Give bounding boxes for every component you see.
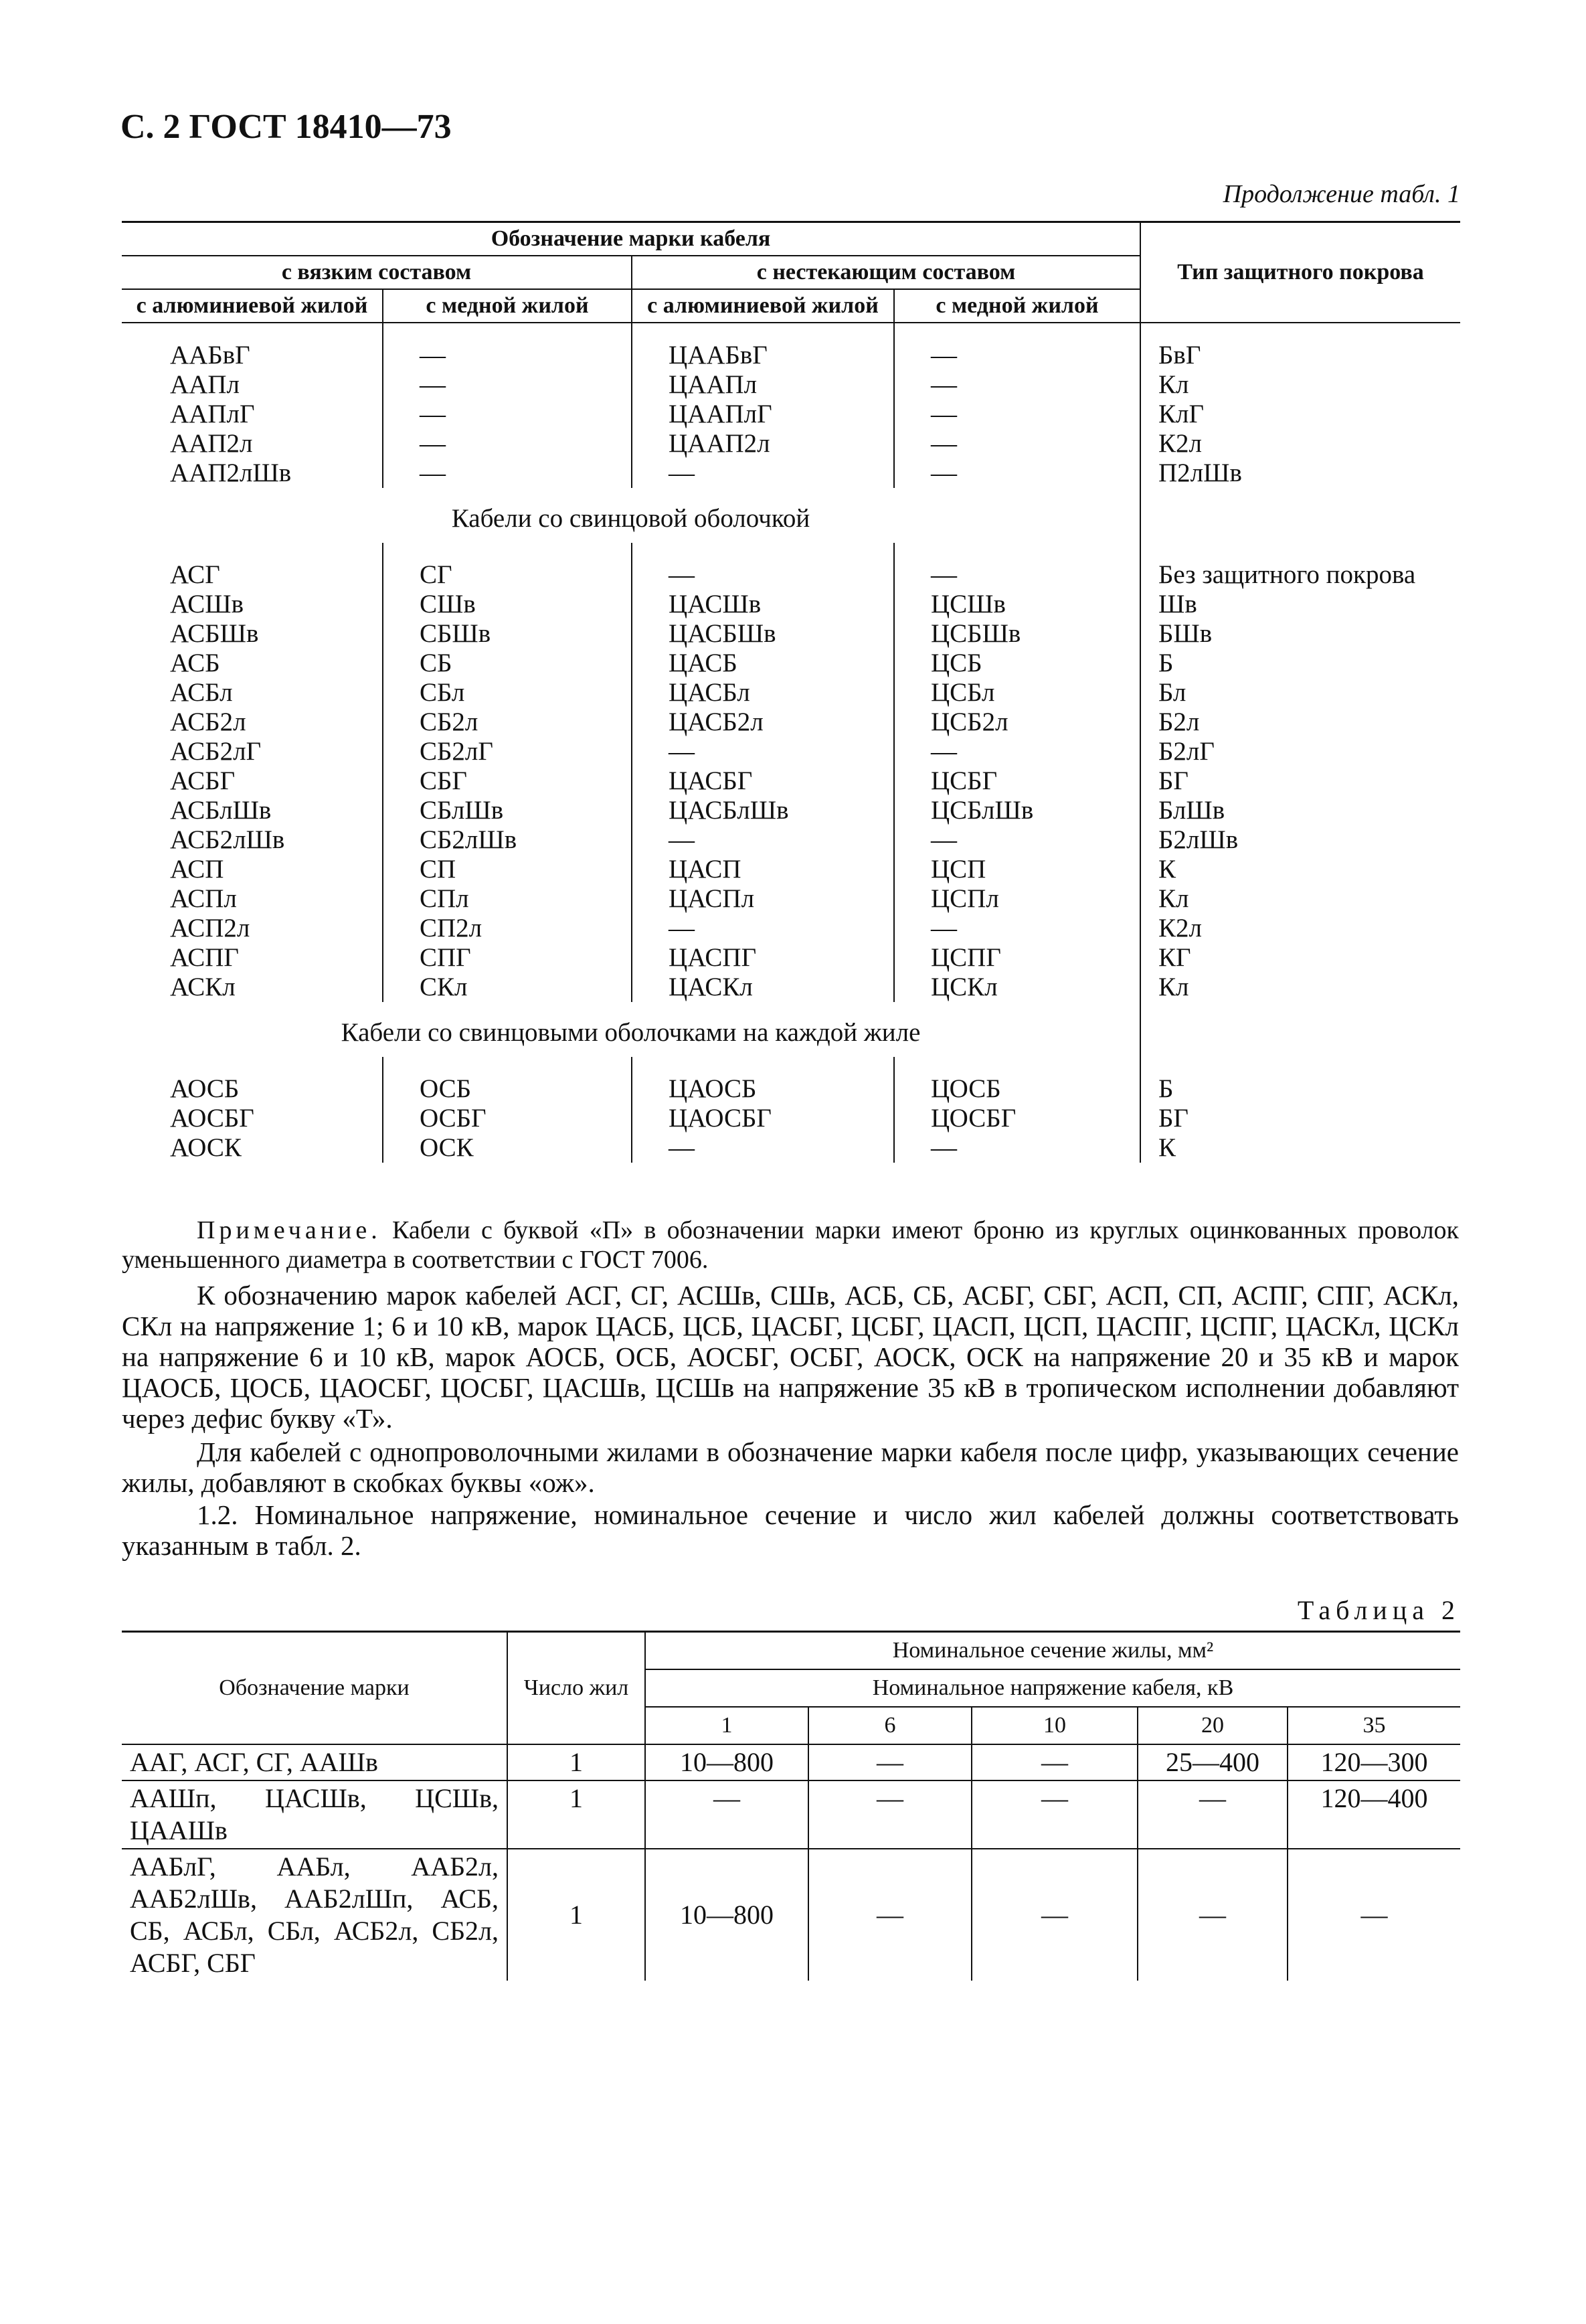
cell-protective-cover: Б2лГ bbox=[1158, 737, 1215, 766]
table-note bbox=[122, 1216, 1459, 1274]
cell-viscous-copper: СБл bbox=[383, 678, 632, 708]
cell-viscous-aluminum: ААП2лШв bbox=[122, 459, 383, 488]
cell-viscous-aluminum: АСПл bbox=[122, 884, 383, 914]
cell-nondraining-aluminum: — bbox=[632, 737, 894, 766]
cell-nondraining-aluminum: — bbox=[632, 459, 894, 488]
cell-nondraining-aluminum: — bbox=[632, 825, 894, 855]
cell-nondraining-aluminum: — bbox=[632, 543, 894, 590]
cell-viscous-aluminum: АСКл bbox=[122, 973, 383, 1002]
cell-section-voltage-1: 10—800 bbox=[645, 1744, 808, 1780]
cell-protective-cover: БГ bbox=[1158, 766, 1188, 795]
table-row bbox=[122, 429, 1460, 459]
table-row bbox=[122, 914, 1460, 943]
cell-viscous-copper: — bbox=[383, 429, 632, 459]
cell-nondraining-copper: ЦСБ2л bbox=[894, 708, 1140, 737]
table-row bbox=[122, 649, 1460, 678]
cell-nondraining-aluminum: ЦАОСБГ bbox=[632, 1104, 894, 1133]
cell-viscous-aluminum: АСБ2лГ bbox=[122, 737, 383, 766]
cell-nondraining-copper: — bbox=[894, 914, 1140, 943]
cell-viscous-copper: ОСК bbox=[383, 1133, 632, 1163]
table-row bbox=[122, 1744, 1460, 1780]
section-title: Кабели со свинцовыми оболочками на каждой жиле bbox=[122, 1002, 1140, 1057]
header-copper-core: с медной жилой bbox=[894, 289, 1140, 323]
cell-section-voltage-20: 25—400 bbox=[1138, 1744, 1288, 1780]
cell-viscous-aluminum: ААБвГ bbox=[122, 323, 383, 370]
table-continuation-label: Продолжение табл. 1 bbox=[1223, 180, 1460, 208]
cell-protective-cover: К2л bbox=[1158, 429, 1202, 458]
table-row bbox=[122, 766, 1460, 796]
cell-nondraining-copper: ЦСКл bbox=[894, 973, 1140, 1002]
cell-section-voltage-20: — bbox=[1138, 1849, 1288, 1981]
cell-section-voltage-10: — bbox=[972, 1744, 1138, 1780]
header-copper-core: с медной жилой bbox=[383, 289, 632, 323]
cell-nondraining-copper: — bbox=[894, 1133, 1140, 1163]
cell-viscous-copper: ОСБГ bbox=[383, 1104, 632, 1133]
cell-nondraining-aluminum: ЦАСКл bbox=[632, 973, 894, 1002]
cell-protective-cover: БГ bbox=[1158, 1104, 1188, 1133]
cell-viscous-aluminum: АСГ bbox=[122, 543, 383, 590]
cell-viscous-aluminum: АОСК bbox=[122, 1133, 383, 1163]
cell-viscous-copper: СБ2лГ bbox=[383, 737, 632, 766]
cell-section-voltage-35: 120—400 bbox=[1288, 1780, 1460, 1849]
cell-protective-cover: БлШв bbox=[1158, 796, 1225, 825]
cell-protective-cover: К2л bbox=[1158, 914, 1202, 942]
cell-protective-cover: К bbox=[1158, 1133, 1176, 1162]
table-row bbox=[122, 943, 1460, 973]
cell-protective-cover: Б bbox=[1158, 649, 1174, 677]
cell-protective-cover: П2лШв bbox=[1158, 459, 1242, 487]
cell-nondraining-aluminum: ЦАСБГ bbox=[632, 766, 894, 796]
table-row bbox=[122, 825, 1460, 855]
cell-viscous-aluminum: АСШв bbox=[122, 590, 383, 619]
cell-viscous-aluminum: АСБ bbox=[122, 649, 383, 678]
cell-designation: ААГ, АСГ, СГ, ААШв bbox=[122, 1744, 507, 1780]
cell-nondraining-copper: ЦСБ bbox=[894, 649, 1140, 678]
cell-viscous-copper: СБГ bbox=[383, 766, 632, 796]
cell-protective-cover: Б2л bbox=[1158, 708, 1200, 736]
cell-viscous-copper: СБШв bbox=[383, 619, 632, 649]
table-row bbox=[122, 619, 1460, 649]
cell-nondraining-aluminum: ЦАСПГ bbox=[632, 943, 894, 973]
cell-protective-cover: Б bbox=[1158, 1074, 1174, 1103]
cell-section-voltage-35: — bbox=[1288, 1849, 1460, 1981]
cell-nondraining-aluminum: ЦАСБ2л bbox=[632, 708, 894, 737]
cell-viscous-aluminum: АСБГ bbox=[122, 766, 383, 796]
cell-nondraining-aluminum: ЦАСШв bbox=[632, 590, 894, 619]
cell-viscous-aluminum: АСБ2л bbox=[122, 708, 383, 737]
cell-protective-cover: Без защитного покрова bbox=[1158, 560, 1416, 589]
header-voltage-6: 6 bbox=[808, 1707, 972, 1744]
cell-protective-cover: КГ bbox=[1158, 943, 1191, 972]
table-row bbox=[122, 1057, 1460, 1104]
cell-viscous-aluminum: АСП2л bbox=[122, 914, 383, 943]
nominal-parameters-table bbox=[122, 1631, 1460, 1981]
table-row bbox=[122, 400, 1460, 429]
cell-nondraining-aluminum: — bbox=[632, 1133, 894, 1163]
cell-protective-cover: Бл bbox=[1158, 678, 1186, 707]
header-voltage-20: 20 bbox=[1138, 1707, 1288, 1744]
cable-brand-table bbox=[122, 221, 1460, 1163]
cell-nondraining-copper: ЦСПл bbox=[894, 884, 1140, 914]
cell-viscous-copper: СБ2л bbox=[383, 708, 632, 737]
cell-section-voltage-20: — bbox=[1138, 1780, 1288, 1849]
table-row bbox=[122, 708, 1460, 737]
table-row bbox=[122, 1104, 1460, 1133]
header-voltage-1: 1 bbox=[645, 1707, 808, 1744]
paragraph-tropical-designation: К обозначению марок кабелей АСГ, СГ, АСШв, СШв, АСБ, СБ, АСБГ, СБГ, АСП, СП, АСПГ, СПГ, АСКл, СКл на напряжение 1; 6 и 10 кВ, марок ЦАСБ, ЦСБ, ЦАСБГ, ЦСБГ, ЦАСП, ЦСП, ЦАСПГ, ЦСПГ, ЦАСКл, ЦСКл на напряжение 6 и 10 кВ, марок АОСБ, ОСБ, АОСБГ, ОСБГ, АОСК, ОСК на напряжение 20 и 35 кВ и марок ЦАОСБ, ЦОСБ, ЦАОСБГ, ЦОСБГ, ЦАСШв, ЦСШв на напряжение 35 кВ в тропическом исполнении добавляют через дефис букву «Т». bbox=[122, 1280, 1459, 1434]
cell-nondraining-aluminum: ЦААПлГ bbox=[632, 400, 894, 429]
cell-viscous-copper: — bbox=[383, 459, 632, 488]
cell-viscous-aluminum: АСБ2лШв bbox=[122, 825, 383, 855]
cell-nondraining-copper: ЦСШв bbox=[894, 590, 1140, 619]
cell-nondraining-copper: ЦОСБГ bbox=[894, 1104, 1140, 1133]
cell-nondraining-aluminum: ЦАСПл bbox=[632, 884, 894, 914]
section-spacer bbox=[1140, 1002, 1460, 1057]
cell-core-count: 1 bbox=[507, 1744, 645, 1780]
note-label: Примечание. bbox=[197, 1216, 381, 1244]
cell-section-voltage-6: — bbox=[808, 1744, 972, 1780]
cell-nondraining-copper: ЦСБлШв bbox=[894, 796, 1140, 825]
cell-viscous-copper: СБлШв bbox=[383, 796, 632, 825]
table-row bbox=[122, 543, 1460, 590]
cell-viscous-aluminum: АОСБГ bbox=[122, 1104, 383, 1133]
table-row bbox=[122, 884, 1460, 914]
header-nominal-section: Номинальное сечение жилы, мм² bbox=[645, 1632, 1460, 1670]
cell-protective-cover: Кл bbox=[1158, 884, 1189, 913]
cell-protective-cover: Кл bbox=[1158, 973, 1189, 1001]
cell-nondraining-aluminum: ЦАСБШв bbox=[632, 619, 894, 649]
cell-nondraining-aluminum: ЦАОСБ bbox=[632, 1057, 894, 1104]
cell-viscous-copper: — bbox=[383, 400, 632, 429]
header-nominal-voltage: Номинальное напряжение кабеля, кВ bbox=[645, 1669, 1460, 1707]
table-row bbox=[122, 678, 1460, 708]
cell-nondraining-aluminum: ЦААПл bbox=[632, 370, 894, 400]
cell-protective-cover: БвГ bbox=[1158, 341, 1201, 369]
cell-nondraining-aluminum: ЦАСП bbox=[632, 855, 894, 884]
header-protective-cover: Тип защитного покрова bbox=[1140, 222, 1460, 323]
cell-viscous-copper: СПл bbox=[383, 884, 632, 914]
section-title: Кабели со свинцовой оболочкой bbox=[122, 488, 1140, 543]
cell-viscous-copper: СШв bbox=[383, 590, 632, 619]
cell-core-count: 1 bbox=[507, 1849, 645, 1981]
section-row bbox=[122, 1002, 1460, 1057]
table-row bbox=[122, 370, 1460, 400]
cell-viscous-aluminum: АСПГ bbox=[122, 943, 383, 973]
cell-nondraining-copper: — bbox=[894, 543, 1140, 590]
header-viscous-compound: с вязким составом bbox=[122, 256, 632, 289]
cell-nondraining-aluminum: ЦААБвГ bbox=[632, 323, 894, 370]
paragraph-section-1-2: 1.2. Номинальное напряжение, номинальное сечение и число жил кабелей должны соответствовать указанным в табл. 2. bbox=[122, 1499, 1459, 1561]
cell-section-voltage-1: 10—800 bbox=[645, 1849, 808, 1981]
cell-nondraining-aluminum: ЦААП2л bbox=[632, 429, 894, 459]
cell-protective-cover: К bbox=[1158, 855, 1176, 884]
cell-viscous-aluminum: АОСБ bbox=[122, 1057, 383, 1104]
cell-viscous-copper: СБ2лШв bbox=[383, 825, 632, 855]
cell-protective-cover: БШв bbox=[1158, 619, 1213, 648]
cell-nondraining-copper: ЦСБл bbox=[894, 678, 1140, 708]
cell-protective-cover: Кл bbox=[1158, 370, 1189, 399]
cell-nondraining-copper: — bbox=[894, 737, 1140, 766]
page-header: С. 2 ГОСТ 18410—73 bbox=[120, 108, 452, 146]
cell-core-count: 1 bbox=[507, 1780, 645, 1849]
cell-viscous-aluminum: АСБлШв bbox=[122, 796, 383, 825]
cell-viscous-copper: СКл bbox=[383, 973, 632, 1002]
cell-viscous-copper: СБ bbox=[383, 649, 632, 678]
cell-viscous-aluminum: ААП2л bbox=[122, 429, 383, 459]
cell-viscous-aluminum: ААПлГ bbox=[122, 400, 383, 429]
table-row bbox=[122, 1849, 1460, 1981]
cell-nondraining-copper: — bbox=[894, 459, 1140, 488]
cell-viscous-aluminum: АСБл bbox=[122, 678, 383, 708]
table-row bbox=[122, 459, 1460, 488]
paragraph-single-wire-cores: Для кабелей с однопроволочными жилами в обозначение марки кабеля после цифр, указывающих сечение жилы, добавляют в скобках буквы «ож». bbox=[122, 1436, 1459, 1498]
header-brand-designation: Обозначение марки кабеля bbox=[122, 222, 1140, 256]
cell-viscous-aluminum: ААПл bbox=[122, 370, 383, 400]
cell-viscous-copper: — bbox=[383, 323, 632, 370]
cell-nondraining-copper: ЦСБГ bbox=[894, 766, 1140, 796]
cell-section-voltage-35: 120—300 bbox=[1288, 1744, 1460, 1780]
cell-nondraining-copper: ЦСПГ bbox=[894, 943, 1140, 973]
cell-viscous-copper: ОСБ bbox=[383, 1057, 632, 1104]
cell-nondraining-copper: — bbox=[894, 370, 1140, 400]
cell-section-voltage-6: — bbox=[808, 1849, 972, 1981]
cell-nondraining-copper: — bbox=[894, 323, 1140, 370]
table-row bbox=[122, 855, 1460, 884]
cell-protective-cover: Б2лШв bbox=[1158, 825, 1239, 854]
cell-nondraining-aluminum: — bbox=[632, 914, 894, 943]
note-text: Кабели с буквой «П» в обозначении марки имеют броню из круглых оцинкованных проволок уменьшенного диаметра в соответствии с ГОСТ 7006. bbox=[122, 1216, 1459, 1274]
header-designation: Обозначение марки bbox=[122, 1632, 507, 1745]
header-aluminum-core: с алюминиевой жилой bbox=[122, 289, 383, 323]
cell-protective-cover: КлГ bbox=[1158, 400, 1205, 428]
cell-viscous-copper: — bbox=[383, 370, 632, 400]
section-row bbox=[122, 488, 1460, 543]
table-row bbox=[122, 1133, 1460, 1163]
header-non-draining-compound: с нестекающим составом bbox=[632, 256, 1140, 289]
cell-nondraining-copper: ЦСБШв bbox=[894, 619, 1140, 649]
table-row bbox=[122, 1780, 1460, 1849]
cell-designation: ААШп, ЦАСШв, ЦСШв, ЦААШв bbox=[122, 1780, 507, 1849]
cell-nondraining-aluminum: ЦАСБл bbox=[632, 678, 894, 708]
cell-viscous-copper: СП bbox=[383, 855, 632, 884]
table-row bbox=[122, 323, 1460, 370]
cell-section-voltage-6: — bbox=[808, 1780, 972, 1849]
table-row bbox=[122, 796, 1460, 825]
cell-nondraining-copper: — bbox=[894, 429, 1140, 459]
cell-viscous-aluminum: АСБШв bbox=[122, 619, 383, 649]
table-row bbox=[122, 590, 1460, 619]
cell-nondraining-aluminum: ЦАСБлШв bbox=[632, 796, 894, 825]
header-core-count: Число жил bbox=[507, 1632, 645, 1745]
cell-nondraining-copper: ЦОСБ bbox=[894, 1057, 1140, 1104]
cell-section-voltage-10: — bbox=[972, 1849, 1138, 1981]
cell-viscous-aluminum: АСП bbox=[122, 855, 383, 884]
cell-viscous-copper: СП2л bbox=[383, 914, 632, 943]
header-voltage-10: 10 bbox=[972, 1707, 1138, 1744]
section-spacer bbox=[1140, 488, 1460, 543]
cell-viscous-copper: СПГ bbox=[383, 943, 632, 973]
cell-viscous-copper: СГ bbox=[383, 543, 632, 590]
cell-designation: ААБлГ, ААБл, ААБ2л, ААБ2лШв, ААБ2лШп, АСБ, СБ, АСБл, СБл, АСБ2л, СБ2л, АСБГ, СБГ bbox=[122, 1849, 507, 1981]
table-row bbox=[122, 973, 1460, 1002]
header-aluminum-core: с алюминиевой жилой bbox=[632, 289, 894, 323]
cell-section-voltage-10: — bbox=[972, 1780, 1138, 1849]
cell-nondraining-copper: ЦСП bbox=[894, 855, 1140, 884]
cell-protective-cover: Шв bbox=[1158, 590, 1197, 618]
header-voltage-35: 35 bbox=[1288, 1707, 1460, 1744]
cell-nondraining-copper: — bbox=[894, 825, 1140, 855]
cell-section-voltage-1: — bbox=[645, 1780, 808, 1849]
cell-nondraining-copper: — bbox=[894, 400, 1140, 429]
cell-nondraining-aluminum: ЦАСБ bbox=[632, 649, 894, 678]
table2-label: Таблица 2 bbox=[1297, 1595, 1460, 1625]
table-row bbox=[122, 737, 1460, 766]
